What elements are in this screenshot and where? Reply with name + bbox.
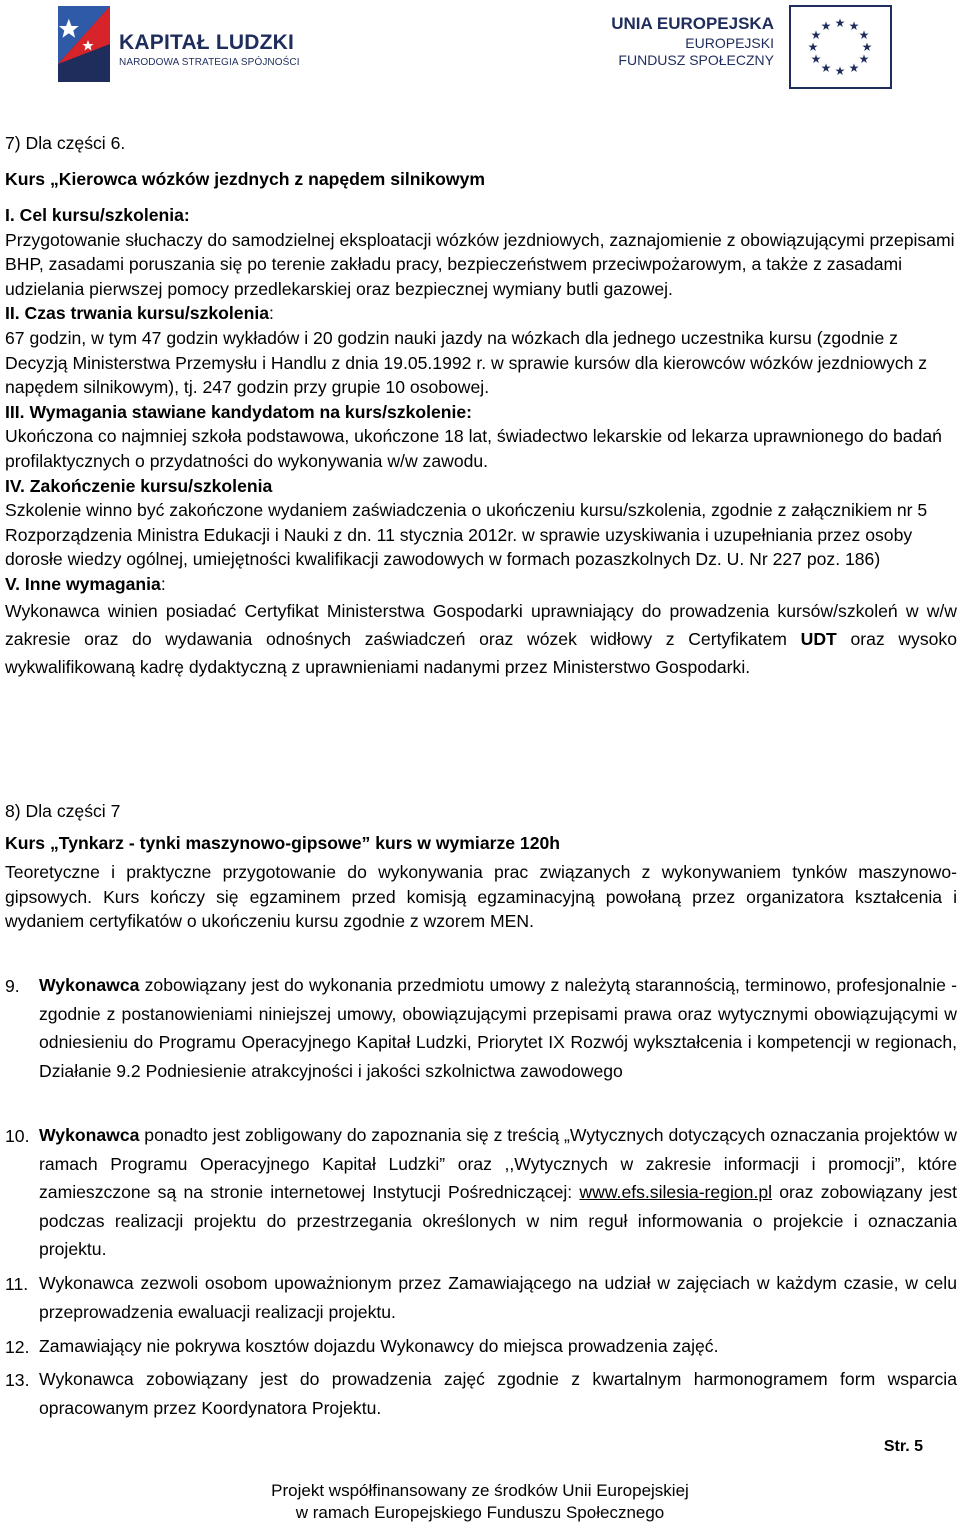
section-7-heading: 7) Dla części 6.	[5, 133, 126, 153]
item-10-number: 10.	[5, 1126, 30, 1146]
item-12-number: 12.	[5, 1337, 30, 1357]
svg-text:★: ★	[810, 28, 822, 42]
item-13-text: Wykonawca zobowiązany jest do prowadzenia zajęć zgodnie z kwartalnym harmonogramem form wsparcia opracowanym przez Koordynatora Projektu.	[39, 1369, 957, 1418]
footer-line-1: Projekt współfinansowany ze środków Unii Europejskiej	[271, 1481, 689, 1500]
czas-trwania-label: II. Czas trwania kursu/szkolenia:	[5, 303, 274, 324]
cel-kursu-label: I. Cel kursu/szkolenia:	[5, 205, 190, 225]
eu-logo-text	[611, 14, 774, 68]
svg-text:★: ★	[820, 61, 832, 75]
item-13-number: 13.	[5, 1370, 30, 1390]
eu-line-2: EUROPEJSKI	[685, 35, 774, 51]
footer-line-2: w ramach Europejskiego Funduszu Społecznego	[295, 1503, 665, 1522]
zakonczenie-text: Szkolenie winno być zakończone wydaniem zaświadczenia o ukończeniu kursu/szkolenia, zgodnie z załącznikiem nr 5 Rozporządzenia Ministra Edukacji i Nauki z dn. 11 stycznia 2012r. w sprawie uzyskiwania i uzupełniania przez osoby dorosłe wiedzy ogólnej, umiejętności kwalifikacji zawodowych w formach pozaszkolnych Dz. U. Nr 227 poz. 186)	[5, 500, 928, 570]
svg-text:★: ★	[834, 64, 846, 78]
section-8-course-title: Kurs „Tynkarz - tynki maszynowo-gipsowe” kurs w wymiarze 120h	[5, 833, 561, 853]
item-11-number: 11.	[5, 1274, 29, 1294]
page-footer	[0, 1480, 960, 1524]
eu-flag-icon	[789, 5, 892, 89]
zakonczenie-label: IV. Zakończenie kursu/szkolenia	[5, 475, 273, 496]
svg-text:★: ★	[807, 40, 819, 54]
svg-text:★: ★	[820, 19, 832, 33]
efs-silesia-link[interactable]: www.efs.silesia-region.pl	[579, 1182, 773, 1202]
section-8-heading: 8) Dla części 7	[5, 801, 121, 821]
svg-text:★: ★	[861, 40, 873, 54]
kapital-ludzki-title: KAPITAŁ LUDZKI	[119, 31, 295, 54]
inne-wymagania-label: V. Inne wymagania:	[5, 573, 166, 594]
section-7-course-title: Kurs „Kierowca wózków jezdnych z napędem silnikowym	[5, 169, 486, 189]
page-header	[0, 0, 960, 100]
item-12-text: Zamawiający nie pokrywa kosztów dojazdu Wykonawcy do miejsca prowadzenia zajęć.	[39, 1336, 719, 1356]
inne-wymagania-text: Wykonawca winien posiadać Certyfikat Ministerstwa Gospodarki uprawniający do prowadzenia kursów/szkoleń w w/w zakresie oraz do wydawania odnośnych zaświadczeń oraz wózek widłowy z Certyfikatem UDT oraz wysoko wykwalifikowaną kadrę dydaktyczną z uprawnieniami nadanymi przez Ministerstwo Gospodarki.	[5, 600, 958, 678]
wymagania-text: Ukończona co najmniej szkoła podstawowa, ukończone 18 lat, świadectwo lekarskie od lekarza uprawnionego do badań profilaktycznych o przydatności do wykonywania w/w zawodu.	[5, 426, 942, 471]
section-8-text: Teoretyczne i praktyczne przygotowanie do wykonywania prac związanych z wykonywaniem tynków maszynowo-gipsowych. Kurs kończy się egzaminem przed komisją egzaminacyjną powołaną przez organizatora kształcenia i wydaniem certyfikatów o ukończeniu kursu zgodnie z wzorem MEN.	[5, 862, 957, 932]
czas-trwania-text: 67 godzin, w tym 47 godzin wykładów i 20 godzin nauki jazdy na wózkach dla jednego uczestnika kursu (zgodnie z Decyzją Ministerstwa Przemysłu i Handlu z dnia 19.05.1992 r. w sprawie kursów dla kierowców wózków jezdniowych z napędem silnikowym), tj. 247 godzin przy grupie 10 osobowej.	[5, 327, 928, 398]
svg-text:★: ★	[858, 28, 870, 42]
page-number: Str. 5	[883, 1438, 923, 1455]
svg-text:★: ★	[848, 61, 860, 75]
item-9-number: 9.	[5, 976, 20, 996]
svg-text:★: ★	[834, 16, 846, 30]
svg-text:★: ★	[848, 19, 860, 33]
kapital-ludzki-subtitle: NARODOWA STRATEGIA SPÓJNOŚCI	[119, 57, 300, 68]
svg-text:★: ★	[858, 52, 870, 66]
eu-line-3: FUNDUSZ SPOŁECZNY	[618, 52, 774, 68]
item-10-text: Wykonawca ponadto jest zobligowany do zapoznania się z treścią „Wytycznych dotyczących oznaczania projektów w ramach Programu Operacyjnego Kapitał Ludzki” oraz ,,Wytycznych w zakresie informacji i promocji”, które zamieszczone są na stronie internetowej Instytucji Pośredniczącej: www.efs.silesia-region.pl oraz zobowiązany jest podczas realizacji projektu do przestrzegania określonych w nim reguł informowania o projekcie i oznaczania projektu.	[39, 1125, 957, 1259]
item-9-text: Wykonawca zobowiązany jest do wykonania przedmiotu umowy z należytą starannością, terminowo, profesjonalnie - zgodnie z postanowieniami niniejszej umowy, obowiązującymi przepisami prawa oraz wytycznymi obowiązującymi w odniesieniu do Programu Operacyjnego Kapitał Ludzki, Priorytet IX Rozwój wykształcenia i kompetencji w regionach, Działanie 9.2 Podniesienie atrakcyjności i jakości szkolnictwa zawodowego	[39, 975, 957, 1081]
wymagania-label: III. Wymagania stawiane kandydatom na kurs/szkolenie:	[5, 401, 473, 422]
section-7-body	[5, 203, 957, 682]
svg-text:★: ★	[810, 52, 822, 66]
item-11-text: Wykonawca zezwoli osobom upoważnionym przez Zamawiającego na udział w zajęciach w każdym czasie, w celu przeprowadzenia ewaluacji realizacji projektu.	[39, 1273, 957, 1322]
cel-kursu-text: Przygotowanie słuchaczy do samodzielnej eksploatacji wózków jezdniowych, zaznajomienie z obowiązującymi przepisami BHP, zasadami poruszania się po terenie zakładu pracy, bezpieczeństwem przeciwpożarowym, a także z zasadami udzielania pierwszej pomocy przedlekarskiej oraz bezpiecznej wymiany butli gazowej.	[5, 229, 955, 299]
eu-line-1: UNIA EUROPEJSKA	[611, 14, 774, 33]
